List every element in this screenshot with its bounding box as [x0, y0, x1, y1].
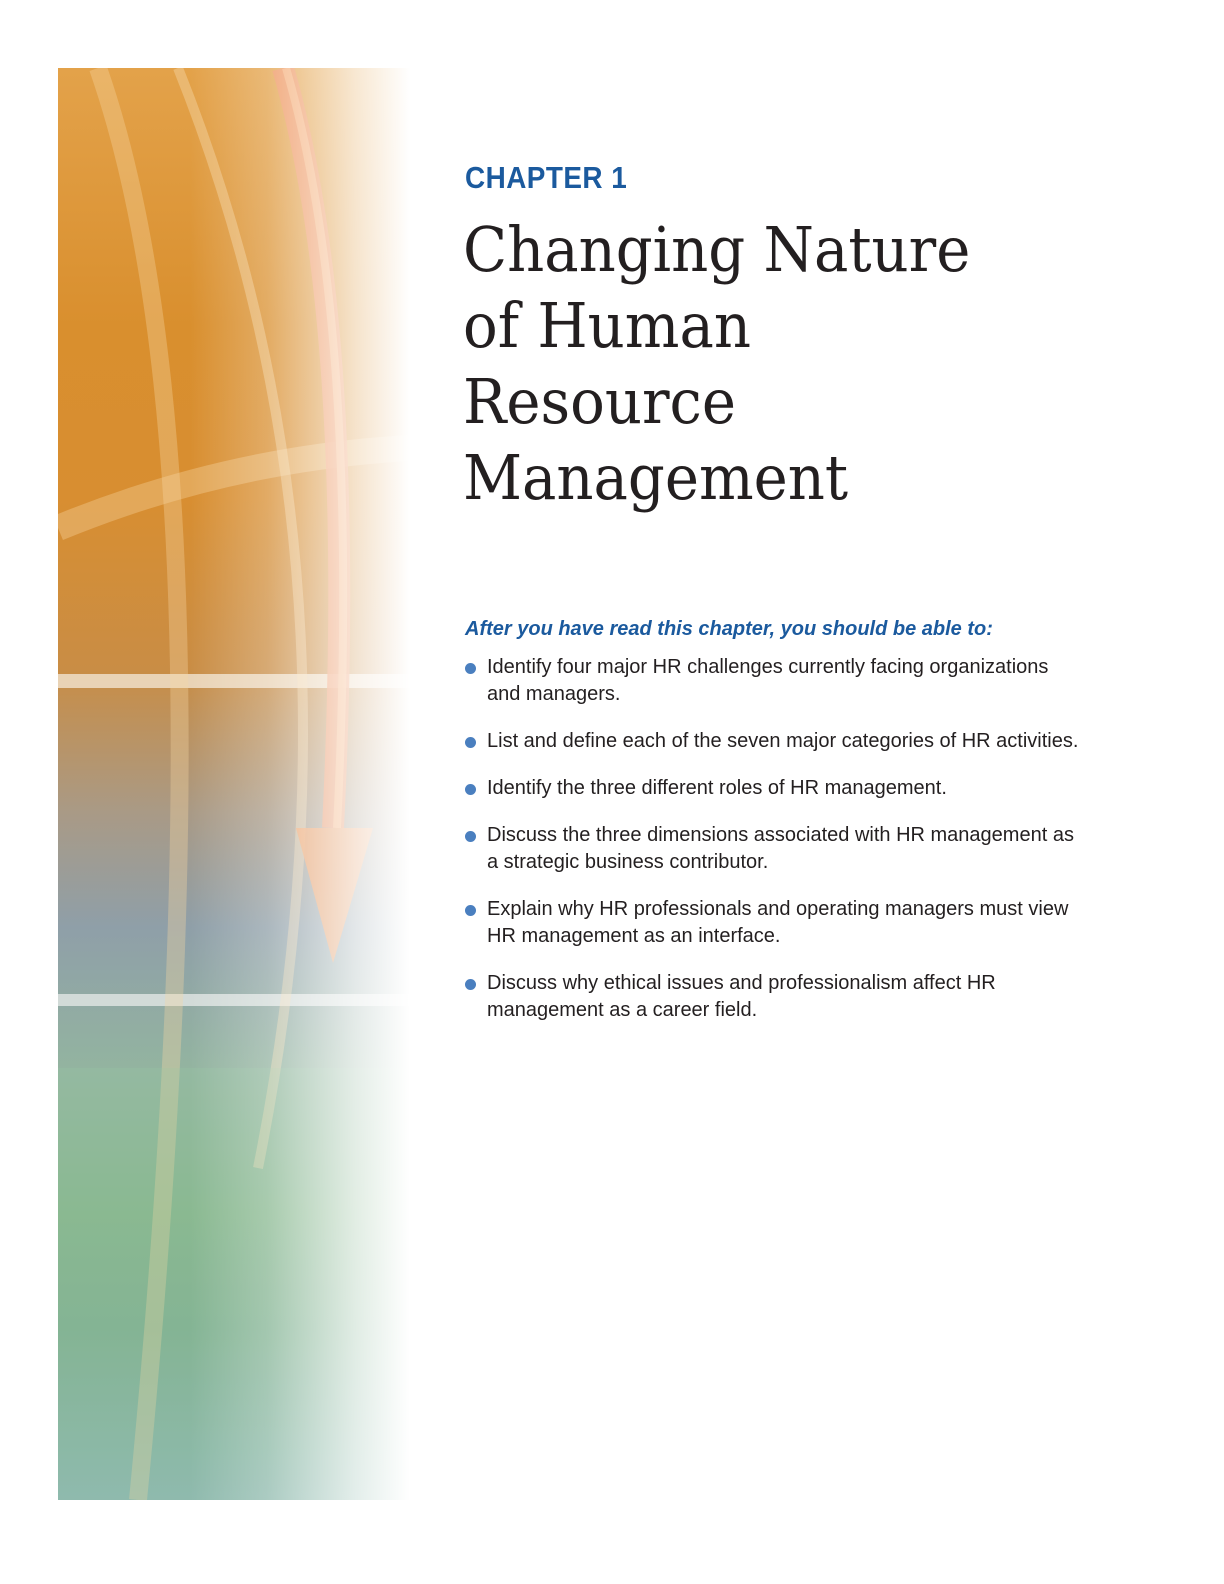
chapter-title-line: Resource	[463, 365, 736, 438]
objective-text: Discuss why ethical issues and professionalism affect HR management as a career field.	[487, 972, 996, 1021]
chapter-cover-image	[58, 68, 410, 1500]
learning-objectives-list	[465, 654, 1105, 1044]
objective-item	[465, 654, 1105, 708]
chapter-title-line: of Human	[463, 289, 751, 362]
objective-text: Explain why HR professionals and operating managers must view HR management as an interface.	[487, 898, 1069, 947]
bullet-icon	[465, 784, 476, 795]
objective-text: Identify four major HR challenges currently facing organizations and managers.	[487, 656, 1049, 705]
objective-text: Discuss the three dimensions associated with HR management as a strategic business contributor.	[487, 824, 1074, 873]
bullet-icon	[465, 905, 476, 916]
chapter-number-label: CHAPTER 1	[465, 160, 628, 195]
bullet-icon	[465, 831, 476, 842]
bullet-icon	[465, 663, 476, 674]
bullet-icon	[465, 737, 476, 748]
chapter-title	[463, 212, 1103, 516]
objective-text: Identify the three different roles of HR management.	[487, 777, 947, 799]
objective-text: List and define each of the seven major categories of HR activities.	[487, 730, 1079, 752]
chapter-title-line: Management	[463, 441, 849, 514]
chapter-title-line: Changing Nature	[463, 213, 971, 286]
objective-item	[465, 822, 1105, 876]
objective-item	[465, 970, 1105, 1024]
objective-item	[465, 775, 1105, 802]
objective-item	[465, 896, 1105, 950]
learning-objectives-heading: After you have read this chapter, you should be able to:	[465, 618, 993, 640]
bullet-icon	[465, 979, 476, 990]
objective-item	[465, 728, 1105, 755]
